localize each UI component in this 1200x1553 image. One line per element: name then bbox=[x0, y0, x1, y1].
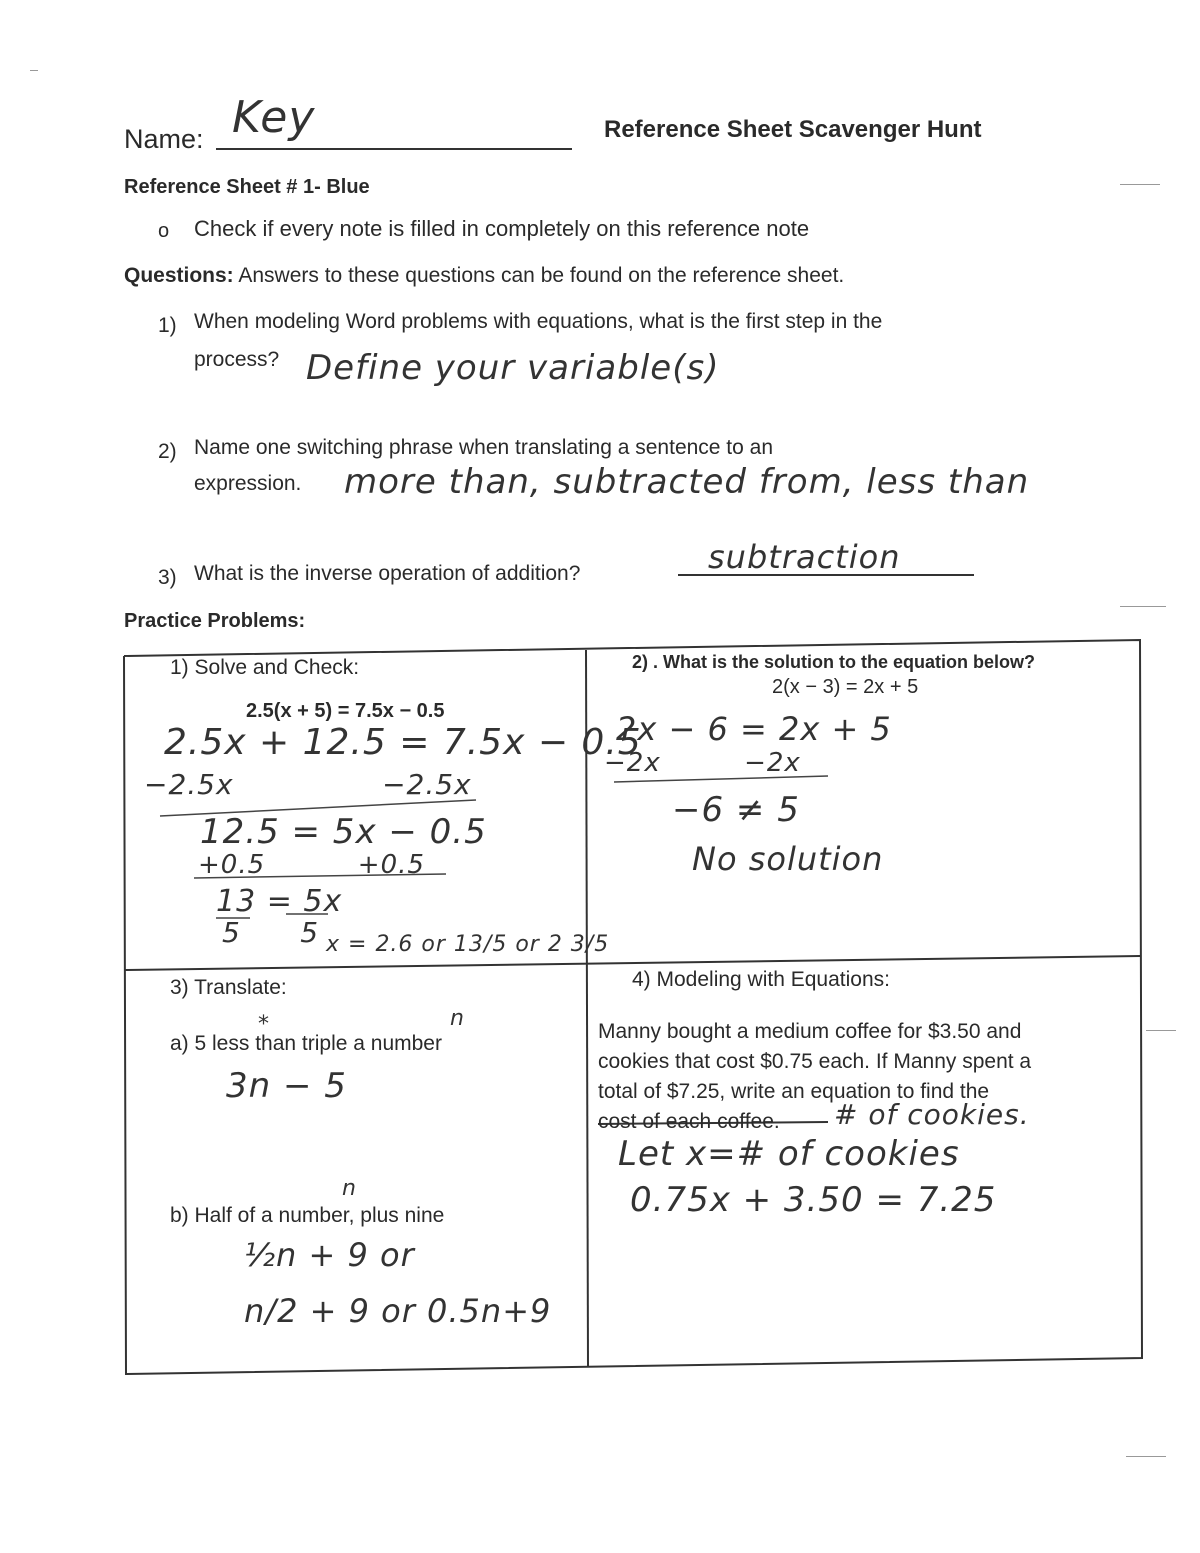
q2-answer: more than, subtracted from, less than bbox=[344, 462, 1030, 502]
p3-b-answer-line2: n/2 + 9 or 0.5n+9 bbox=[244, 1292, 552, 1330]
p3-star-mark: * bbox=[258, 1012, 270, 1037]
name-label: Name: bbox=[124, 124, 204, 154]
q1-text-line2: process? bbox=[194, 348, 280, 371]
p4-answer-line1: Let x=# of cookies bbox=[618, 1134, 960, 1174]
p2-work-step2: −2x −2x bbox=[604, 748, 801, 778]
p1-title: 1) Solve and Check: bbox=[170, 656, 360, 679]
p3-a-n-mark: n bbox=[450, 1006, 465, 1031]
p4-text-line1: Manny bought a medium coffee for $3.50 and bbox=[598, 1020, 1022, 1043]
name-value: Key bbox=[232, 92, 316, 143]
p3-b-answer-line1: ½n + 9 or bbox=[244, 1236, 415, 1274]
p4-title: 4) Modeling with Equations: bbox=[632, 968, 890, 991]
p4-answer-line2: 0.75x + 3.50 = 7.25 bbox=[630, 1180, 997, 1220]
p1-work-step5: 13 = 5x bbox=[216, 884, 343, 919]
p4-text-line2: cookies that cost $0.75 each. If Manny spent a bbox=[598, 1050, 1032, 1073]
checklist-bullet: o bbox=[158, 220, 170, 242]
q2-text-line2: expression. bbox=[194, 472, 302, 495]
p3-b-label: b) Half of a number, plus nine bbox=[170, 1204, 445, 1227]
sheet-label: Reference Sheet # 1- Blue bbox=[124, 176, 370, 198]
p1-work-step4: +0.5 +0.5 bbox=[198, 850, 425, 880]
q2-text-line1: Name one switching phrase when translating a sentence to an bbox=[194, 436, 774, 459]
practice-heading: Practice Problems: bbox=[124, 610, 306, 632]
p4-correction: # of cookies. bbox=[834, 1098, 1030, 1131]
p1-work-step2: −2.5x −2.5x bbox=[144, 768, 472, 801]
p2-work-step1: 2x − 6 = 2x + 5 bbox=[616, 710, 892, 748]
p3-b-n-mark: n bbox=[342, 1176, 357, 1201]
p2-equation: 2(x − 3) = 2x + 5 bbox=[772, 676, 919, 698]
q1-number: 1) bbox=[158, 314, 177, 337]
p1-equation: 2.5(x + 5) = 7.5x − 0.5 bbox=[246, 700, 445, 722]
questions-heading: Questions: bbox=[124, 264, 234, 287]
p1-work-answer: x = 2.6 or 13/5 or 2 3/5 bbox=[326, 932, 610, 957]
q1-text-line1: When modeling Word problems with equations, what is the first step in the bbox=[194, 310, 883, 333]
questions-intro: Answers to these questions can be found on the reference sheet. bbox=[233, 264, 845, 287]
p3-a-answer: 3n − 5 bbox=[226, 1066, 347, 1106]
p1-work-step1: 2.5x + 12.5 = 7.5x − 0.5 bbox=[164, 722, 642, 763]
checklist-item: Check if every note is filled in completely on this reference note bbox=[194, 216, 810, 241]
p3-a-label: a) 5 less than triple a number bbox=[170, 1032, 442, 1055]
p2-work-step3: −6 ≠ 5 bbox=[672, 790, 800, 830]
p4-text-line3: total of $7.25, write an equation to find the bbox=[598, 1080, 990, 1103]
p1-work-step3: 12.5 = 5x − 0.5 bbox=[200, 812, 487, 852]
p2-title: 2) . What is the solution to the equation below? bbox=[632, 652, 1035, 672]
p2-work-answer: No solution bbox=[692, 840, 884, 878]
p1-work-step6: 5 5 bbox=[222, 916, 320, 949]
page-title: Reference Sheet Scavenger Hunt bbox=[604, 116, 982, 143]
q1-answer: Define your variable(s) bbox=[306, 348, 720, 388]
q2-number: 2) bbox=[158, 440, 177, 463]
q3-number: 3) bbox=[158, 566, 177, 589]
p3-title: 3) Translate: bbox=[170, 976, 287, 999]
q3-text: What is the inverse operation of addition? bbox=[194, 562, 581, 585]
p4-struck-text: cost of each coffee. bbox=[598, 1110, 780, 1133]
q3-answer: subtraction bbox=[708, 538, 901, 576]
